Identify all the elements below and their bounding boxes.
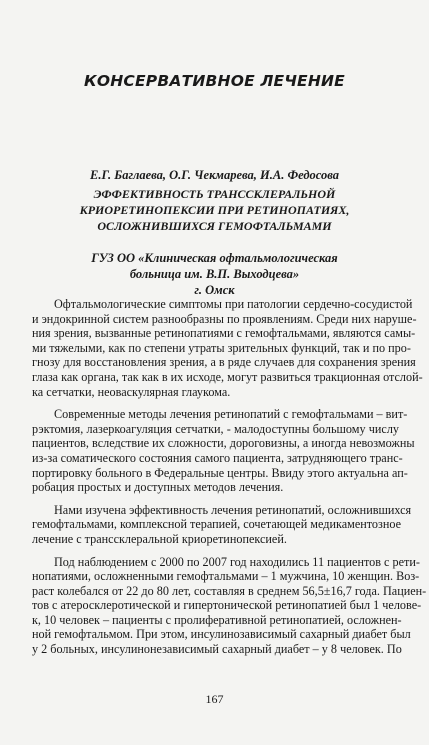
affiliation-line: ГУЗ ОО «Клиническая офтальмологическая [91,251,338,265]
paragraph-line: робация простых и доступных методов лечения. [32,480,284,495]
paragraph-line: ной гемофтальмом. При этом, инсулинозависимый сахарный диабет был [32,627,411,642]
paragraph-line: Под наблюдением с 2000 по 2007 год находились 11 пациентов с рети- [54,554,420,569]
paragraph-line: Нами изучена эффективность лечения ретинопатий, осложнившихся [54,502,412,517]
paragraph-line: глаза как органа, так как в их исходе, могут развиться тракционная отслой- [32,369,423,384]
article-body [32,297,427,665]
paragraph-line: ми тяжелыми, как по степени утраты зрительных функций, так и по про- [32,340,411,355]
title-line: ЭФФЕКТИВНОСТЬ ТРАНССКЛЕРАЛЬНОЙ [93,187,336,201]
page-number: 167 [205,692,224,706]
paragraph-line: пациентов, вследствие их сложности, дороговизны, а иногда невозможны [32,436,415,451]
article-authors: Е.Г. Баглаева, О.Г. Чекмарева, И.А. Федосова [89,168,340,182]
paragraph-line: портировку больного в Федеральные центры. Ввиду этого актуальна ап- [32,465,408,480]
body-paragraph [32,554,427,657]
paragraph-line: ния зрения, вызванные ретинопатиями с гемофтальмами, являются самы- [32,326,416,341]
paragraph-line: гемофтальмами, комплексной терапией, сочетающей медикаментозное [32,517,401,532]
affiliation-line: больница им. В.П. Выходцева» [129,267,300,281]
paragraph-line: из-за соматического состояния самого пациента, затрудняющего транс- [32,450,403,465]
article-title [0,186,429,234]
paragraph-line: лечение с транссклеральной криоретинопексией. [32,531,287,546]
paragraph-line: гнозу для восстановления зрения, а в ряде случаев для сохранения зрения [32,355,416,370]
paragraph-line: нопатиями, осложненными гемофтальмами – 1 мужчина, 10 женщин. Воз- [32,569,420,584]
section-heading: КОНСЕРВАТИВНОЕ ЛЕЧЕНИЕ [84,72,345,90]
paragraph-line: тов с атеросклеротической и гипертонической ретинопатией был 1 челове- [32,598,422,613]
paragraph-line: рэктомия, лазеркоагуляция сетчатки, - малодоступны большому числу [32,421,399,436]
paragraph-line: ка сетчатки, неоваскулярная глаукома. [32,384,231,399]
article-affiliation [0,250,429,298]
paragraph-line: к, 10 человек – пациенты с пролиферативной ретинопатией, осложнен- [32,612,402,627]
body-paragraph [32,407,415,495]
body-paragraph [32,297,423,399]
paragraph-line: у 2 больных, инсулинонезависимый сахарный диабет – у 8 человек. По [32,642,402,657]
paragraph-line: Современные методы лечения ретинопатий с гемофтальмами – вит- [54,407,408,422]
affiliation-line: г. Омск [194,283,235,297]
title-line: КРИОРЕТИНОПЕКСИИ ПРИ РЕТИНОПАТИЯХ, [79,203,350,217]
paragraph-line: и эндокринной систем разнообразны по проявлениям. Среди них наруше- [32,311,417,326]
paragraph-line: Офтальмологические симптомы при патологии сердечно-сосудистой [54,297,413,311]
paragraph-line: раст колебался от 22 до 80 лет, составляя в среднем 56,5±16,7 года. Пациен- [32,583,427,598]
title-line: ОСЛОЖНИВШИХСЯ ГЕМОФТАЛЬМАМИ [97,219,332,233]
body-paragraph [32,502,412,547]
